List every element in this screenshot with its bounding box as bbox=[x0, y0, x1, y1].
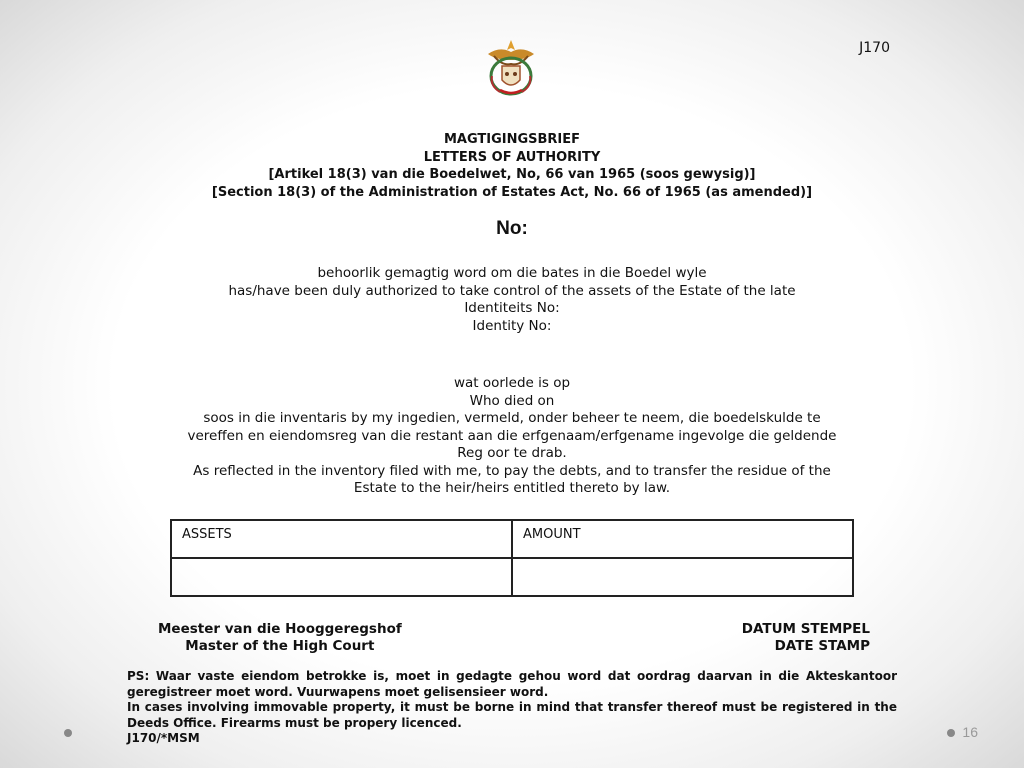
statute-english: [Section 18(3) of the Administration of Estates Act, No. 66 of 1965 (as amended)] bbox=[211, 184, 813, 200]
amount-cell bbox=[512, 558, 853, 596]
table-header-row bbox=[171, 520, 853, 558]
postscript-en: In cases involving immovable property, it must be borne in mind that transfer thereof must be registered in the Deeds Office. Firearms must be propery licenced. bbox=[127, 700, 897, 730]
document-header bbox=[0, 131, 1024, 201]
title-english: LETTERS OF AUTHORITY bbox=[423, 149, 601, 165]
instruction-af-1: soos in die inventaris by my ingedien, vermeld, onder beheer te neem, die boedelskulde te bbox=[203, 410, 821, 426]
master-title-en: Master of the High Court bbox=[185, 638, 375, 654]
right-slide-dot bbox=[947, 729, 955, 737]
instruction-af-3: Reg oor te drab. bbox=[457, 445, 567, 461]
authority-line-en: has/have been duly authorized to take control of the assets of the Estate of the late bbox=[228, 282, 796, 299]
died-on-af: wat oorlede is op bbox=[453, 375, 571, 391]
id-label-en: Identity No: bbox=[472, 317, 552, 334]
statute-afrikaans: [Artikel 18(3) van die Boedelwet, No, 66 van 1965 (soos gewysig)] bbox=[268, 167, 756, 182]
date-stamp-af: DATUM STEMPEL bbox=[741, 621, 870, 637]
assets-cell bbox=[171, 558, 512, 596]
form-code: J170/*MSM bbox=[127, 731, 200, 745]
authority-text bbox=[0, 265, 1024, 335]
postscript-af: PS: Waar vaste eiendom betrokke is, moet in gedagte gehou word dat oordrag daarvan in die Akteskantoor geregistreer moet word. Vuurwapens moet gelisensieer word. bbox=[127, 669, 897, 699]
left-slide-dot bbox=[64, 729, 72, 737]
amount-column-header: AMOUNT bbox=[512, 520, 853, 558]
page-number: 16 bbox=[962, 724, 978, 740]
table-row bbox=[171, 558, 853, 596]
master-signature-block bbox=[158, 621, 402, 655]
id-label-af: Identiteits No: bbox=[464, 300, 560, 316]
title-afrikaans: MAGTIGINGSBRIEF bbox=[443, 132, 581, 147]
number-label: No: bbox=[496, 218, 528, 239]
date-stamp-en: DATE STAMP bbox=[774, 638, 870, 654]
authority-line-af: behoorlik gemagtig word om die bates in die Boedel wyle bbox=[317, 265, 707, 281]
date-stamp-block bbox=[742, 621, 870, 655]
postscript bbox=[127, 669, 897, 747]
master-title-af: Meester van die Hooggeregshof bbox=[158, 621, 402, 637]
coat-of-arms-icon bbox=[480, 36, 542, 98]
instruction-af-2: vereffen en eiendomsreg van die restant aan die erfgenaam/erfgename ingevolge die geldende bbox=[187, 427, 837, 444]
died-on-en: Who died on bbox=[469, 392, 555, 409]
instruction-en-1: As reflected in the inventory filed with me, to pay the debts, and to transfer the residue of the bbox=[193, 462, 831, 479]
assets-table bbox=[170, 519, 854, 597]
death-and-instructions-text bbox=[0, 375, 1024, 498]
instruction-en-2: Estate to the heir/heirs entitled thereto by law. bbox=[353, 480, 671, 496]
assets-column-header: ASSETS bbox=[171, 520, 512, 558]
form-reference: J170 bbox=[859, 40, 890, 56]
